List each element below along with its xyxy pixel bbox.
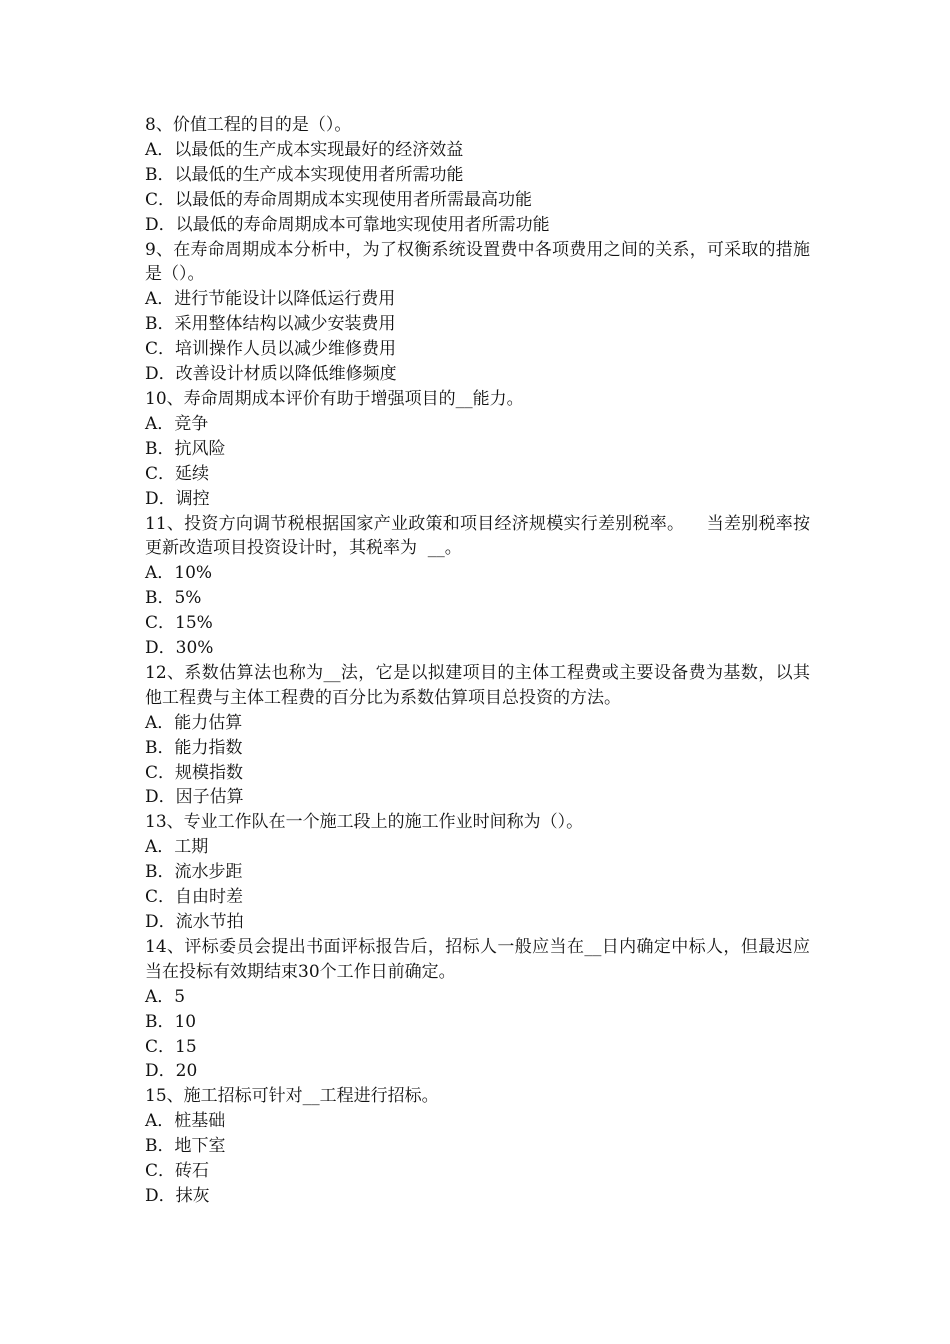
option-c: C．延续 (145, 463, 210, 484)
question-15 (145, 1084, 810, 1209)
option-c: C．砖石 (145, 1161, 210, 1182)
option-a: A．以最低的生产成本实现最好的经济效益 (145, 139, 464, 160)
option-d: D．改善设计材质以降低维修频度 (145, 364, 397, 385)
question-13 (145, 810, 810, 935)
option-c: C．自由时差 (145, 887, 244, 908)
option-a: A．竞争 (145, 413, 209, 434)
option-b: B．能力指数 (145, 737, 243, 758)
option-b: B．地下室 (145, 1136, 226, 1157)
option-a: A．进行节能设计以降低运行费用 (145, 289, 396, 310)
option-c: C．培训操作人员以减少维修费用 (145, 339, 397, 360)
option-c: C．规模指数 (145, 762, 244, 783)
question-stem: 11、投资方向调节税根据国家产业政策和项目经济规模实行差别税率。 当差别税率按更新改造项目投资设计时，其税率为 __。 (145, 513, 810, 559)
question-10 (145, 387, 810, 512)
question-8 (145, 113, 810, 238)
question-9 (145, 238, 810, 387)
option-a: A．工期 (145, 837, 209, 858)
option-d: D．调控 (145, 488, 210, 509)
option-d: D．流水节拍 (145, 912, 244, 932)
question-stem: 12、系数估算法也称为__法，它是以拟建项目的主体工程费或主要设备费为基数，以其他工程费与主体工程费的百分比为系数估算项目总投资的方法。 (145, 662, 810, 708)
option-b: B．流水步距 (145, 862, 243, 883)
question-list (145, 113, 810, 1209)
option-c: C．以最低的寿命周期成本实现使用者所需最高功能 (145, 189, 533, 210)
option-a: A．能力估算 (145, 712, 243, 733)
option-a: A．10% (145, 563, 213, 584)
question-stem: 14、评标委员会提出书面评标报告后，招标人一般应当在__日内确定中标人，但最迟应当在投标有效期结束30个工作日前确定。 (145, 936, 810, 982)
question-11 (145, 512, 810, 661)
option-d: D．因子估算 (145, 787, 244, 808)
question-stem: 10、寿命周期成本评价有助于增强项目的__能力。 (145, 388, 524, 409)
option-a: A．5 (145, 986, 186, 1007)
option-c: C．15% (145, 613, 213, 634)
question-stem: 9、在寿命周期成本分析中，为了权衡系统设置费中各项费用之间的关系，可采取的措施是（）。 (145, 239, 810, 285)
option-d: D．20 (145, 1061, 198, 1082)
question-stem: 15、施工招标可针对__工程进行招标。 (145, 1086, 439, 1107)
question-14 (145, 935, 810, 1084)
option-d: D．30% (145, 638, 214, 659)
question-stem: 8、价值工程的目的是（）。 (145, 115, 352, 135)
option-d: D．抹灰 (145, 1185, 210, 1206)
question-stem: 13、专业工作队在一个施工段上的施工作业时间称为（）。 (145, 812, 584, 833)
option-c: C．15 (145, 1036, 197, 1057)
option-a: A．桩基础 (145, 1111, 226, 1132)
option-b: B．采用整体结构以减少安装费用 (145, 314, 396, 335)
option-d: D．以最低的寿命周期成本可靠地实现使用者所需功能 (145, 214, 550, 235)
option-b: B．10 (145, 1011, 197, 1032)
option-b: B．5% (145, 588, 202, 609)
question-12 (145, 661, 810, 810)
option-b: B．抗风险 (145, 438, 226, 459)
option-b: B．以最低的生产成本实现使用者所需功能 (145, 164, 464, 185)
